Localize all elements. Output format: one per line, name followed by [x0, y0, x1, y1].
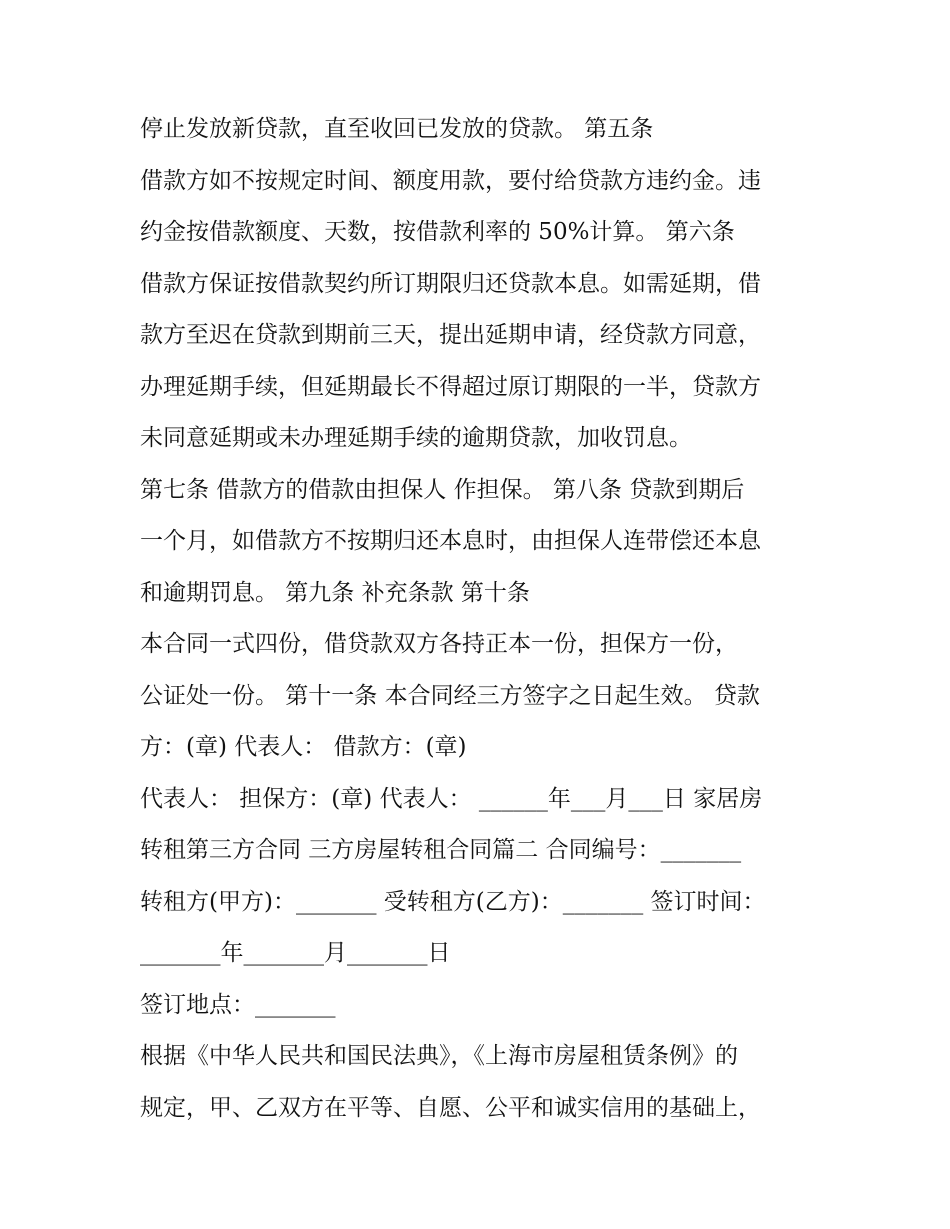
text-line: 第七条 借款方的借款由担保人 作担保。 第八条 贷款到期后: [140, 476, 745, 503]
text-line: 借款方保证按借款契约所订期限归还贷款本息。如需延期，借: [140, 270, 761, 297]
text-line: 一个月，如借款方不按期归还本息时，由担保人连带偿还本息: [140, 528, 761, 554]
text-line: 办理延期手续，但延期最长不得超过原订期限的一半，贷款方: [140, 373, 761, 400]
text-line: 签订地点：_______: [140, 991, 336, 1018]
text-line: 和逾期罚息。 第九条 补充条款 第十条: [140, 579, 530, 606]
text-line: 规定，甲、乙双方在平等、自愿、公平和诚实信用的基础上，: [140, 1094, 761, 1121]
text-line: 未同意延期或未办理延期手续的逾期贷款，加收罚息。: [140, 425, 692, 451]
text-line: 转租方(甲方)：_______ 受转租方(乙方)：_______ 签订时间：: [140, 888, 766, 915]
text-line: _______年_______月_______日: [140, 940, 451, 966]
text-line: 借款方如不按规定时间、额度用款，要付给贷款方违约金。违: [140, 167, 761, 194]
text-line: 款方至迟在贷款到期前三天，提出延期申请，经贷款方同意，: [140, 322, 761, 348]
text-line: 根据《中华人民共和国民法典》，《上海市房屋租赁条例》的: [140, 1043, 738, 1069]
text-line: 公证处一份。 第十一条 本合同经三方签字之日起生效。 贷款: [140, 682, 760, 709]
text-line: 方：(章) 代表人： 借款方：(章): [140, 734, 467, 760]
text-line: 本合同一式四份，借贷款双方各持正本一份，担保方一份，: [140, 631, 738, 657]
document-body: [140, 104, 820, 1134]
text-line: 停止发放新贷款，直至收回已发放的贷款。 第五条: [140, 116, 654, 142]
text-line: 转租第三方合同 三方房屋转租合同篇二 合同编号：_______: [140, 837, 742, 863]
text-line: 约金按借款额度、天数，按借款利率的 50%计算。 第六条: [140, 219, 735, 245]
text-line: 代表人： 担保方：(章) 代表人： ______年___月___日 家居房: [140, 785, 763, 812]
